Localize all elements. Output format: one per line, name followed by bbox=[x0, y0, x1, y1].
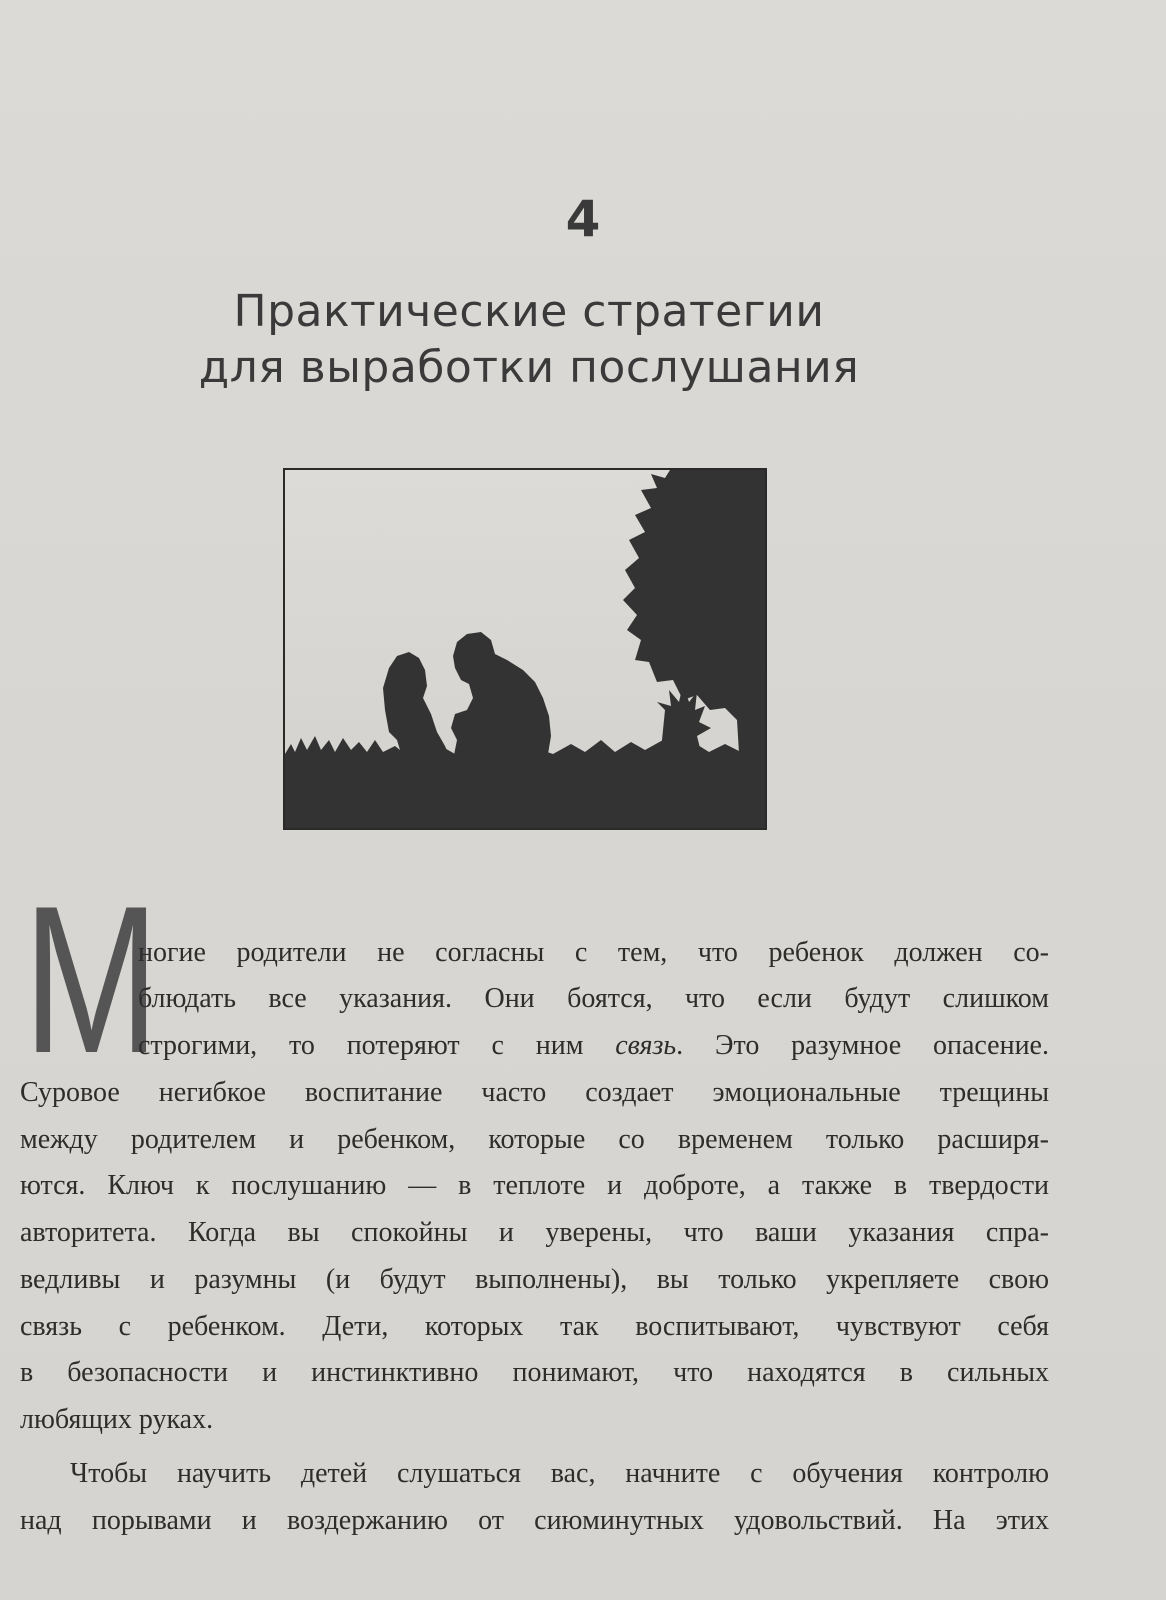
silhouette-parent-child-icon bbox=[285, 470, 765, 828]
drop-cap: М bbox=[23, 862, 160, 1097]
chapter-title bbox=[0, 284, 1058, 396]
italic-word: связь bbox=[615, 1030, 677, 1061]
chapter-number: 4 bbox=[565, 190, 601, 248]
text-line: связь с ребенком. Дети, которых так воспитывают, чувствуют себя bbox=[20, 1311, 1049, 1342]
text-line: Чтобы научить детей слушаться вас, начните с обучения контролю bbox=[70, 1458, 1049, 1489]
text-line: ногие родители не согласны с тем, что ребенок должен со- bbox=[138, 937, 1049, 968]
silhouette-illustration bbox=[283, 468, 767, 830]
chapter-title-line-1: Практические стратегии bbox=[233, 286, 825, 337]
text-line-with-italic bbox=[138, 1030, 1049, 1062]
text-line: между родителем и ребенком, которые со временем только расширя- bbox=[20, 1124, 1049, 1155]
text-line: Суровое негибкое воспитание часто создает эмоциональные трещины bbox=[20, 1077, 1049, 1108]
text-line: в безопасности и инстинктивно понимают, что находятся в сильных bbox=[20, 1357, 1049, 1388]
text-line: ются. Ключ к послушанию — в теплоте и доброте, а также в твердости bbox=[20, 1170, 1049, 1201]
text-line: блюдать все указания. Они боятся, что если будут слишком bbox=[138, 983, 1049, 1014]
text-line: авторитета. Когда вы спокойны и уверены, что ваши указания спра- bbox=[20, 1217, 1049, 1248]
text-line: ведливы и разумны (и будут выполнены), вы только укрепляете свою bbox=[20, 1264, 1049, 1295]
text-line: над порывами и воздержанию от сиюминутных удовольствий. На этих bbox=[20, 1505, 1049, 1536]
chapter-title-line-2: для выработки послушания bbox=[198, 342, 860, 393]
text-line: любящих руках. bbox=[20, 1404, 214, 1435]
text-fragment: . Это разумное опасение. bbox=[676, 1030, 1049, 1061]
text-fragment: строгими, то потеряют с ним bbox=[138, 1030, 616, 1061]
